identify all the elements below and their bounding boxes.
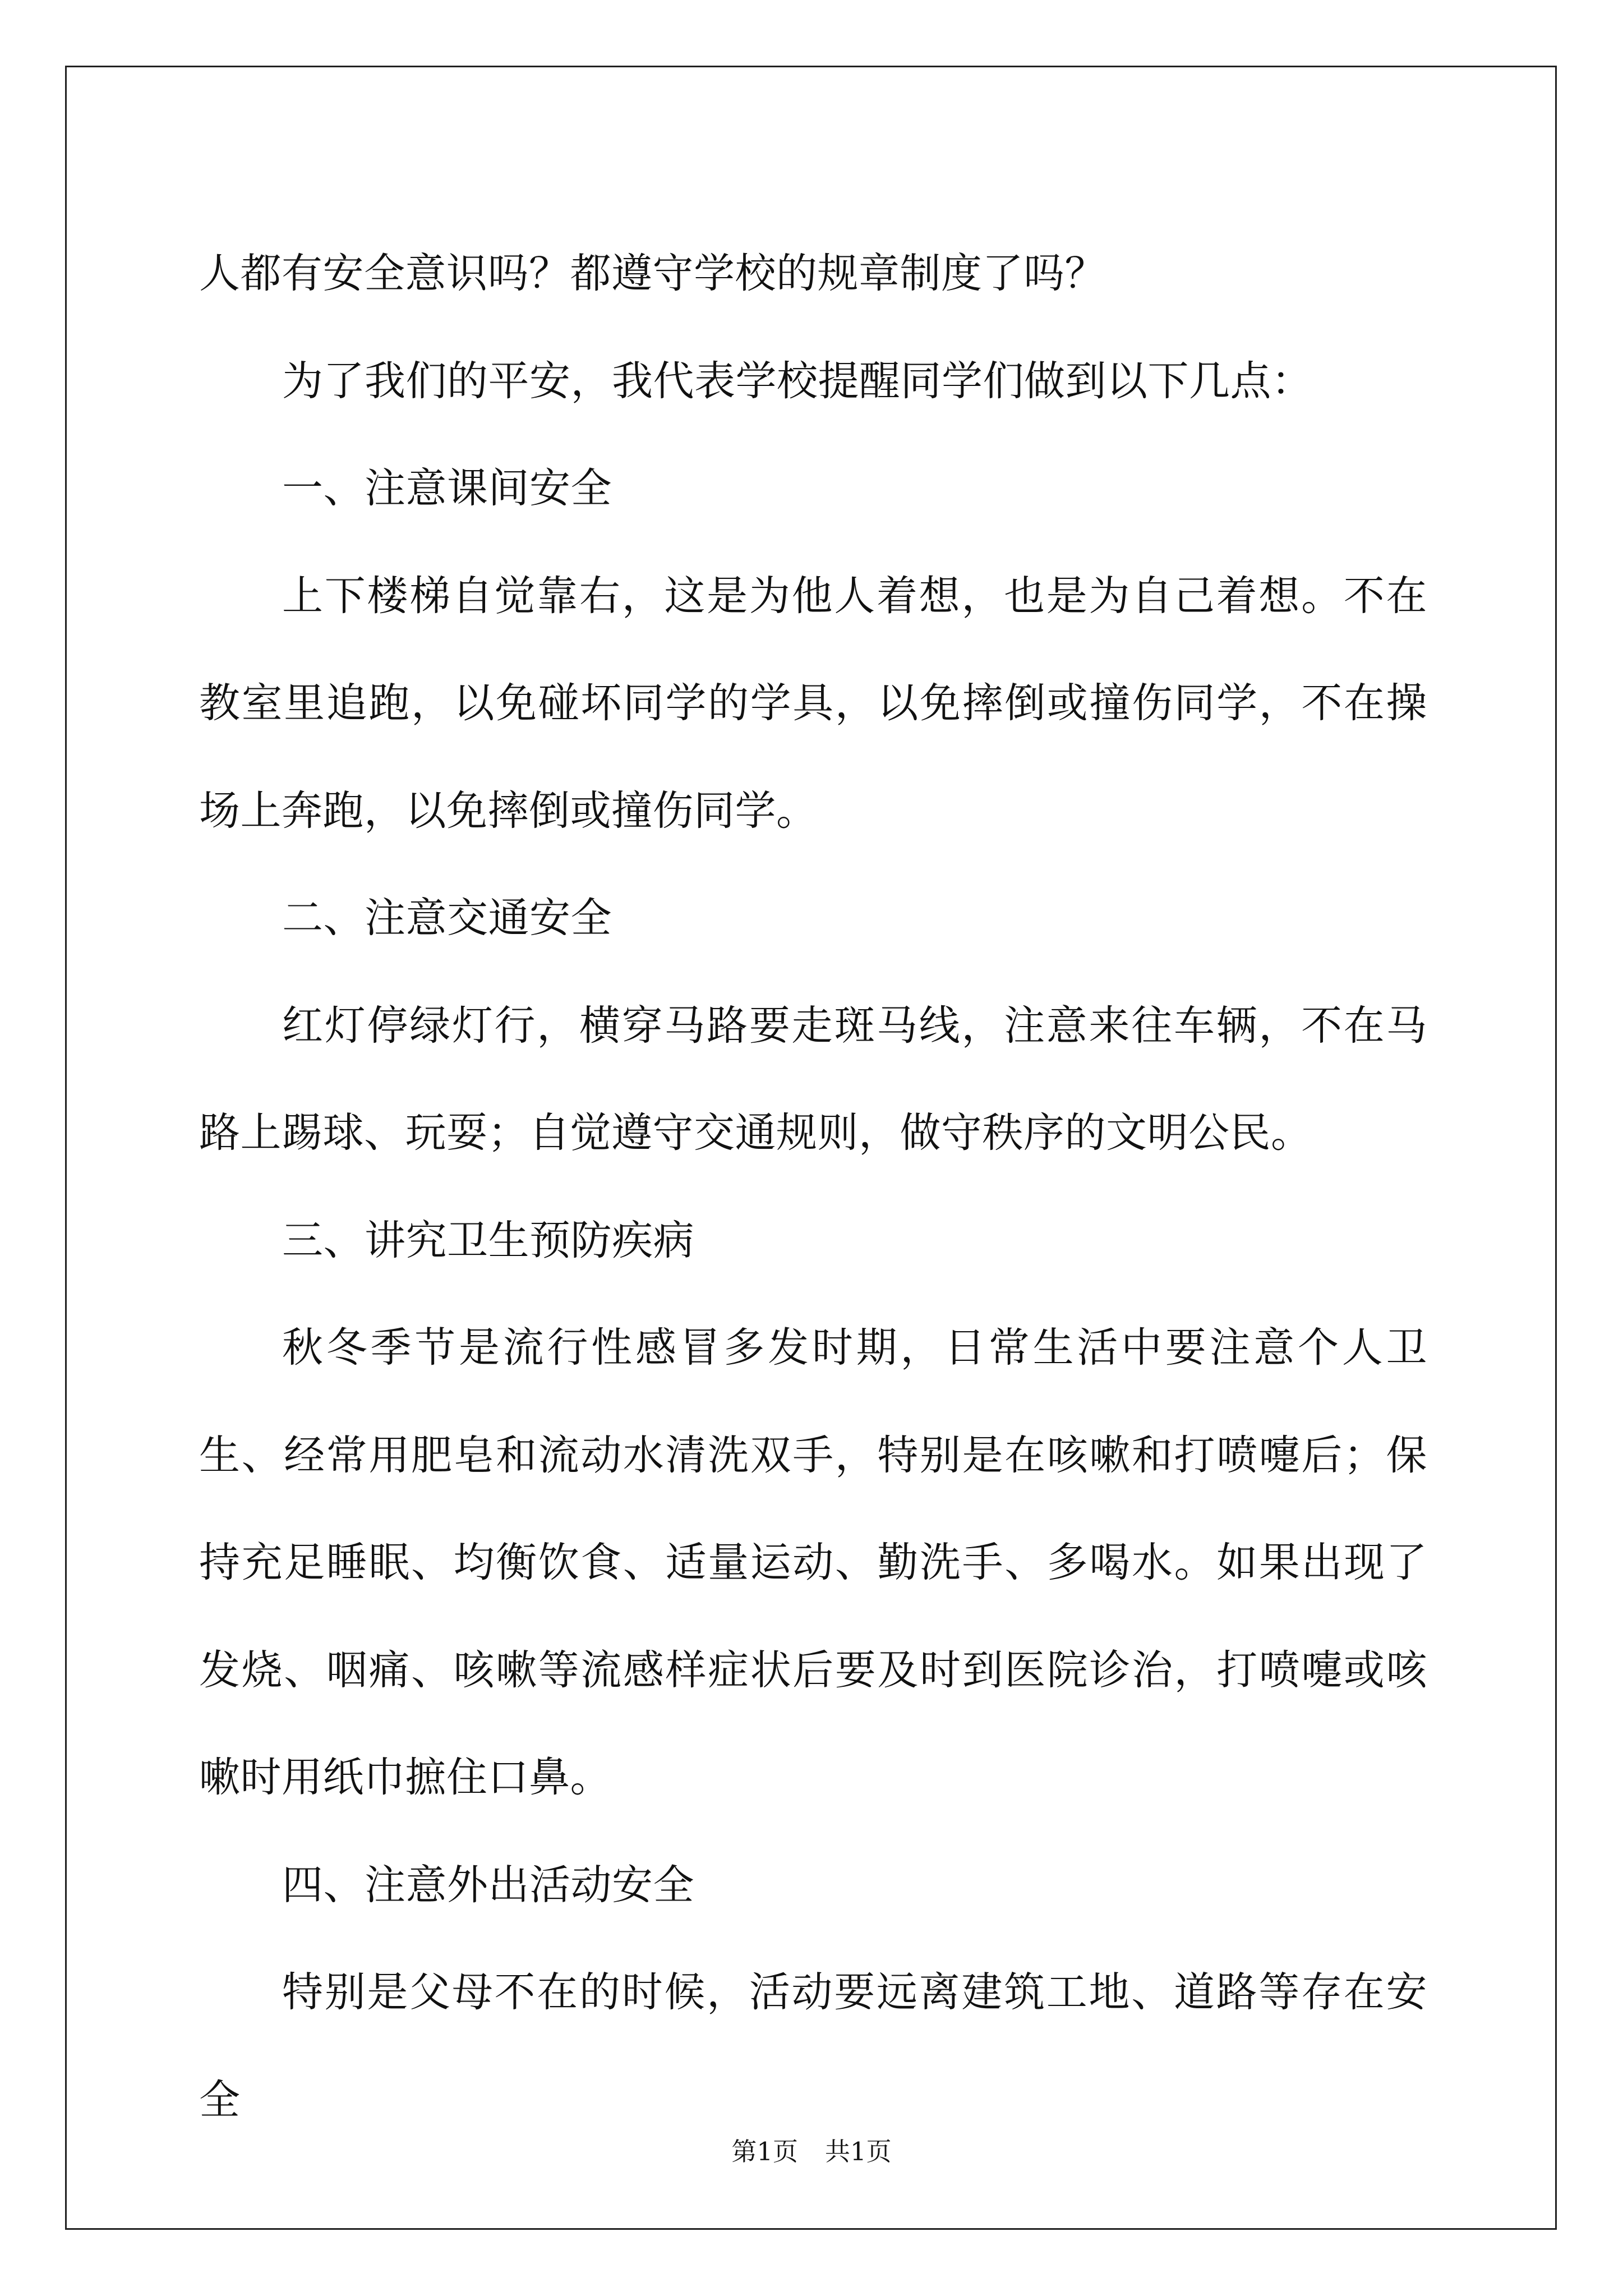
page-footer — [0, 2136, 1623, 2168]
page-number: 第1页 — [731, 2137, 798, 2166]
section-heading-3: 三、讲究卫生预防疾病 — [282, 1216, 694, 1264]
paragraph-section-1: 上下楼梯自觉靠右，这是为他人着想，也是为自己着想。不在教室里追跑，以免碰坏同学的学具，以免摔倒或撞伤同学，不在操场上奔跑，以免摔倒或撞伤同学。 — [199, 572, 1427, 835]
section-heading-4: 四、注意外出活动安全 — [282, 1861, 694, 1909]
section-heading-2: 二、注意交通安全 — [282, 894, 612, 942]
document-body — [199, 220, 1427, 2154]
paragraph-section-2: 红灯停绿灯行，横穿马路要走斑马线，注意来往车辆，不在马路上踢球、玩耍；自觉遵守交通规则，做守秩序的文明公民。 — [199, 1001, 1427, 1157]
section-heading-1: 一、注意课间安全 — [282, 464, 612, 512]
paragraph-intro: 为了我们的平安，我代表学校提醒同学们做到以下几点： — [282, 357, 1313, 405]
paragraph-continuation: 人都有安全意识吗？都遵守学校的规章制度了吗？ — [199, 250, 1106, 297]
page-total: 共1页 — [825, 2137, 892, 2166]
paragraph-section-3: 秋冬季节是流行性感冒多发时期，日常生活中要注意个人卫生、经常用肥皂和流动水清洗双手，特别是在咳嗽和打喷嚏后；保持充足睡眠、均衡饮食、适量运动、勤洗手、多喝水。如果出现了发烧、咽痛、咳嗽等流感样症状后要及时到医院诊治，打喷嚏或咳嗽时用纸巾摭住口鼻。 — [199, 1324, 1427, 1801]
paragraph-section-4: 特别是父母不在的时候，活动要远离建筑工地、道路等存在安全 — [199, 1968, 1427, 2124]
